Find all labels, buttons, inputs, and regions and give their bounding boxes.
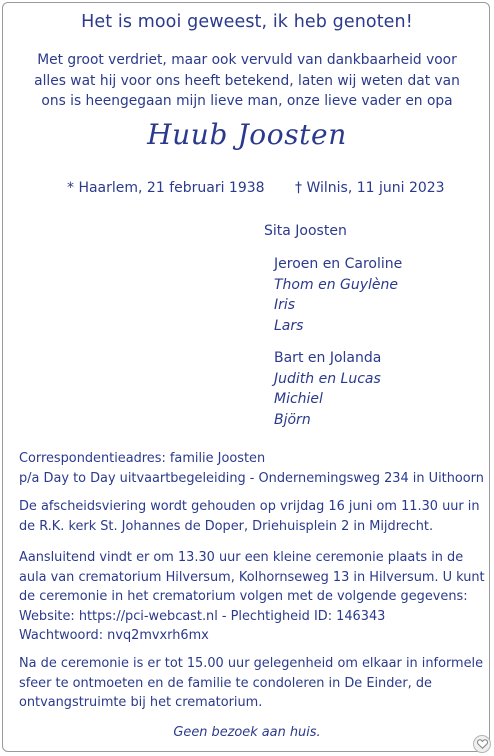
family-member: Jeroen en Caroline [274,256,403,272]
headline: Het is mooi geweest, ik heb genoten! [81,12,413,32]
intro-line: Met groot verdriet, maar ook vervuld van dankbaarheid voor [37,52,457,68]
paragraph-line: aula van crematorium Hilversum, Kolhornseweg 13 in Hilversum. U kunt [19,569,485,585]
paragraph-line: sfeer te ontmoeten en de familie te condoleren in De Einder, de [19,675,432,691]
spouse-name: Sita Joosten [264,223,347,239]
birth-info: * Haarlem, 21 februari 1938 [67,180,265,196]
paragraph-line: Na de ceremonie is er tot 15.00 uur gelegenheid om elkaar in informele [19,656,484,671]
intro-line: alles wat hij voor ons heeft betekend, laten wij weten dat van [34,72,460,89]
heart-icon [477,739,488,749]
password-line: Wachtwoord: nvq2mvxrh6mx [19,628,209,644]
paragraph-line: De afscheidsviering wordt gehouden op vrijdag 16 juni om 11.30 uur in [19,499,480,514]
deceased-name: Huub Joosten [147,118,347,151]
webcast-line: Website: https://pci-webcast.nl - Plechtigheid ID: 146343 [19,608,386,624]
family-member: Judith en Lucas [274,370,381,387]
paragraph-line: ontvangstruimte bij het crematorium. [19,695,263,711]
closing-note: Geen bezoek aan huis. [173,725,321,740]
correspondence-paragraph [19,449,484,488]
reception-paragraph [19,654,483,713]
paragraph-line: de R.K. kerk St. Johannes de Doper, Driehuisplein 2 in Mijdrecht. [19,518,434,534]
family-member: Iris [274,297,296,314]
ceremony-paragraph [19,548,485,646]
family-group-1 [274,254,402,337]
reaction-button[interactable] [473,735,491,753]
paragraph-line: Correspondentieadres: familie Joosten [19,451,266,466]
family-member: Bart en Jolanda [274,350,382,366]
service-paragraph [19,497,480,536]
paragraph-line: de ceremonie in het crematorium volgen met de volgende gegevens: [19,589,468,605]
family-member: Lars [274,318,304,335]
family-group-2 [274,348,381,431]
family-member: Björn [274,412,311,429]
intro-text [0,50,494,112]
paragraph-line: p/a Day to Day uitvaartbegeleiding - Ondernemingsweg 234 in Uithoorn [19,470,484,486]
intro-line: ons is heengegaan mijn lieve man, onze lieve vader en opa [41,93,453,109]
death-info: † Wilnis, 11 juni 2023 [295,180,445,196]
paragraph-line: Aansluitend vindt er om 13.30 uur een kleine ceremonie plaats in de [19,550,464,565]
family-member: Thom en Guylène [274,276,399,293]
family-member: Michiel [274,391,323,408]
